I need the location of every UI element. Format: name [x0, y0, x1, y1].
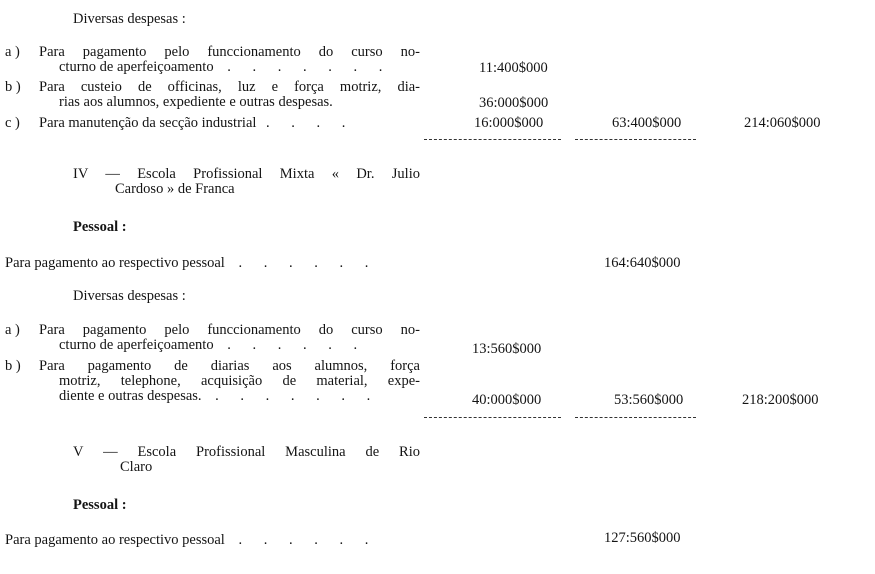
divider-rule-1a — [424, 139, 561, 140]
item-marker-c-1: c ) — [5, 115, 20, 131]
item-marker-b-1: b ) — [5, 79, 21, 95]
pessoal-amount-v: 127:560$000 — [604, 530, 681, 546]
item-c-1-text: Para manutenção da secção industrial . . . . — [39, 115, 355, 131]
pessoal-amount-iv: 164:640$000 — [604, 255, 681, 271]
item-marker-b-2: b ) — [5, 358, 21, 374]
item-marker-a-1: a ) — [5, 44, 20, 60]
section-iv-heading: IV — Escola Profissional Mixta « Dr. Julio Cardoso » de Franca — [73, 166, 420, 197]
divider-rule-2b — [575, 417, 696, 418]
subtotal-1: 63:400$000 — [612, 115, 682, 131]
item-a-2-text: Para pagamento pelo funccionamento do curso no- cturno de aperfeiçoamento . . . . . . — [39, 322, 420, 353]
item-c-1-amount: 16:000$000 — [474, 115, 544, 131]
diversas-despesas-label-1: Diversas despesas : — [73, 11, 186, 27]
item-marker-a-2: a ) — [5, 322, 20, 338]
item-b-2-text: Para pagamento de diarias aos alumnos, força motriz, telephone, acquisição de material, expe- diente e outras despesas. . . . . . . . — [39, 358, 420, 404]
pessoal-label-iv: Pessoal : — [73, 219, 127, 235]
item-a-2-amount: 13:560$000 — [472, 341, 542, 357]
item-b-1-text: Para custeio de officinas, luz e força motriz, dia- rias aos alumnos, expediente e outras despesas. — [39, 79, 420, 110]
item-b-1-amount: 36:000$000 — [479, 95, 549, 111]
subtotal-2: 53:560$000 — [614, 392, 684, 408]
total-2: 218:200$000 — [742, 392, 819, 408]
total-1: 214:060$000 — [744, 115, 821, 131]
item-a-1-amount: 11:400$000 — [479, 60, 548, 76]
divider-rule-2a — [424, 417, 561, 418]
divider-rule-1b — [575, 139, 696, 140]
item-a-1-text: Para pagamento pelo funccionamento do curso no- cturno de aperfeiçoamento . . . . . . . — [39, 44, 420, 75]
pessoal-label-v: Pessoal : — [73, 497, 127, 513]
diversas-despesas-label-2: Diversas despesas : — [73, 288, 186, 304]
item-b-2-amount: 40:000$000 — [472, 392, 542, 408]
pessoal-line-iv: Para pagamento ao respectivo pessoal . . . . . . — [5, 255, 378, 271]
section-v-heading: V — Escola Profissional Masculina de Rio Claro — [73, 444, 420, 475]
pessoal-line-v: Para pagamento ao respectivo pessoal . . . . . . — [5, 532, 378, 548]
